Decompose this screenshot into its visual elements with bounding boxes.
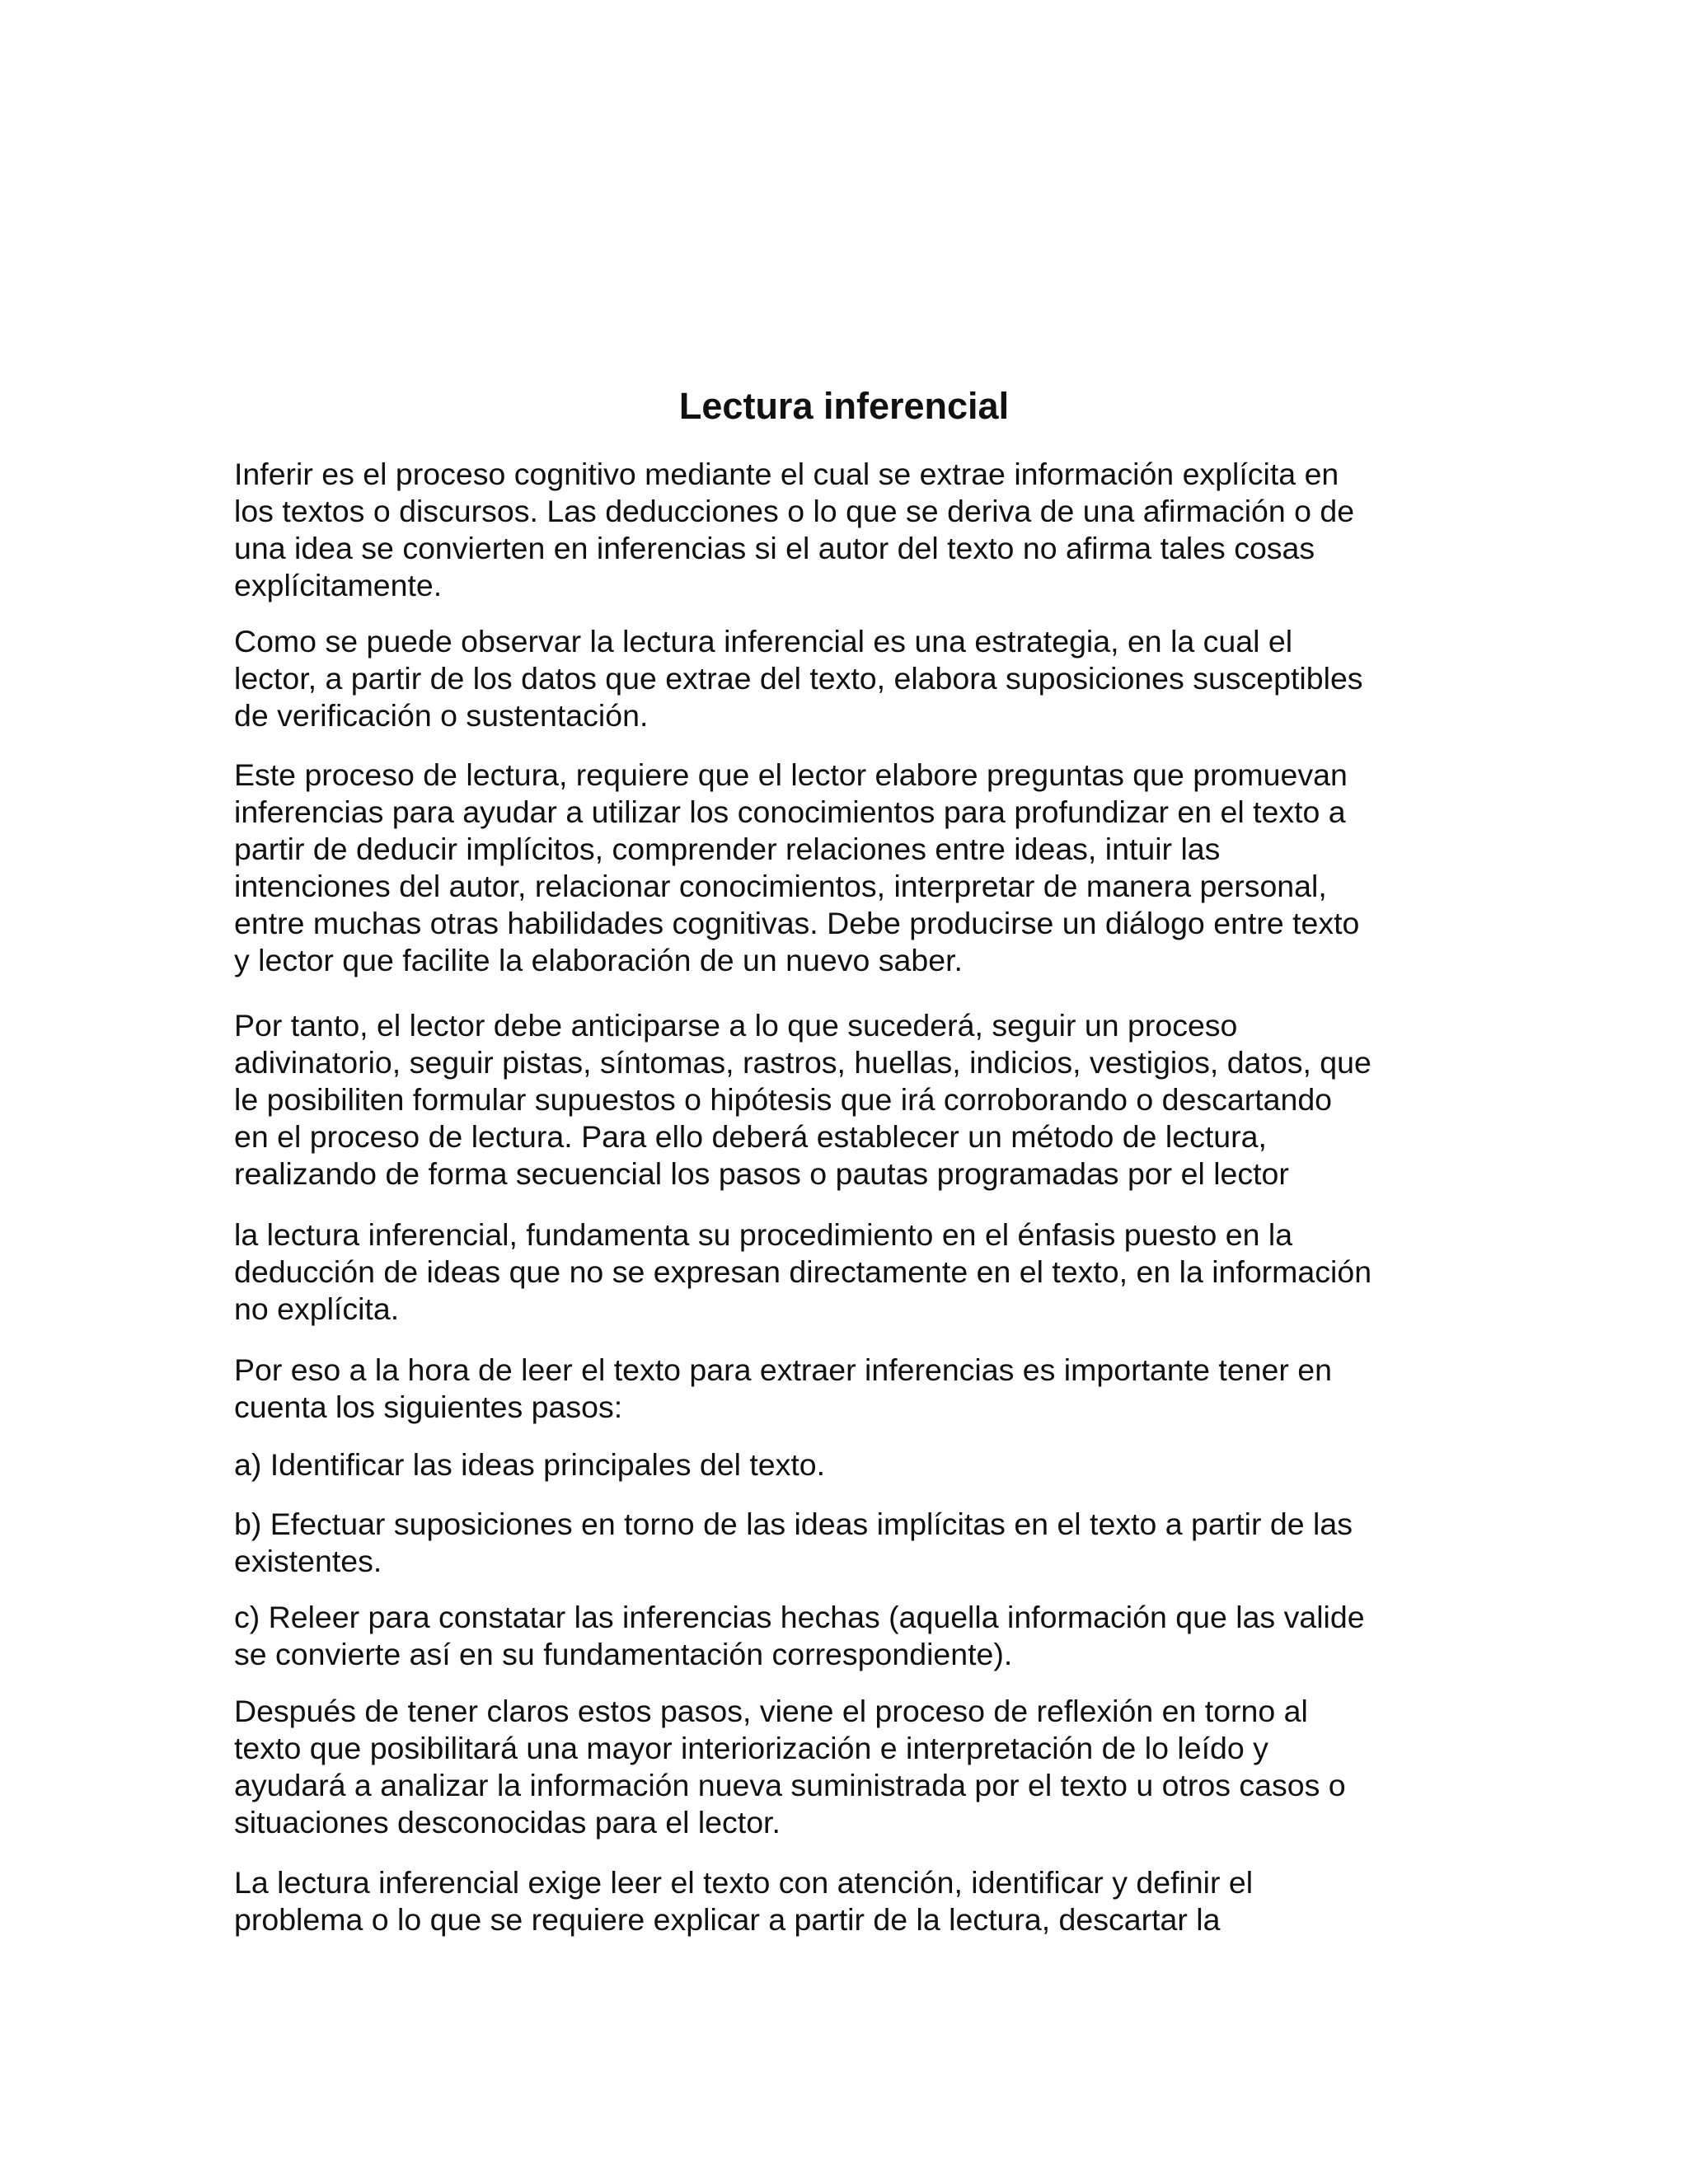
text-line: y lector que facilite la elaboración de un nuevo saber. <box>234 943 963 977</box>
text-line: deducción de ideas que no se expresan directamente en el texto, en la información <box>234 1254 1372 1289</box>
text-line: cuenta los siguientes pasos: <box>234 1390 623 1424</box>
text-line: Este proceso de lectura, requiere que el lector elabore preguntas que promuevan <box>234 757 1348 792</box>
text-line: lector, a partir de los datos que extrae del texto, elabora suposiciones susceptibles <box>234 661 1363 696</box>
text-line: La lectura inferencial exige leer el texto con atención, identificar y definir el <box>234 1865 1254 1900</box>
text-line: Después de tener claros estos pasos, viene el proceso de reflexión en torno al <box>234 1694 1308 1728</box>
text-line: una idea se convierten en inferencias si el autor del texto no afirma tales cosas <box>234 531 1315 565</box>
text-line: Por tanto, el lector debe anticiparse a lo que sucederá, seguir un proceso <box>234 1008 1238 1043</box>
paragraph-1 <box>234 456 1454 604</box>
text-line: c) Releer para constatar las inferencias hechas (aquella información que las valide <box>234 1600 1365 1634</box>
paragraph-2 <box>234 623 1454 734</box>
text-line: inferencias para ayudar a utilizar los conocimientos para profundizar en el texto a <box>234 794 1346 829</box>
text-line: b) Efectuar suposiciones en torno de las ideas implícitas en el texto a partir de las <box>234 1507 1353 1541</box>
text-line: existentes. <box>234 1544 382 1578</box>
list-item-b <box>234 1506 1454 1580</box>
text-line: a) Identificar las ideas principales del texto. <box>234 1447 826 1482</box>
text-line: de verificación o sustentación. <box>234 698 649 733</box>
text-line: la lectura inferencial, fundamenta su procedimiento en el énfasis puesto en la <box>234 1217 1293 1252</box>
paragraph-5 <box>234 1216 1454 1328</box>
text-line: le posibiliten formular supuestos o hipótesis que irá corroborando o descartando <box>234 1082 1333 1117</box>
text-line: ayudará a analizar la información nueva suministrada por el texto u otros casos o <box>234 1768 1346 1802</box>
text-line: no explícita. <box>234 1291 400 1326</box>
text-line: Como se puede observar la lectura inferencial es una estrategia, en la cual el <box>234 624 1293 658</box>
paragraph-7 <box>234 1693 1454 1841</box>
text-line: situaciones desconocidas para el lector. <box>234 1805 781 1840</box>
text-line: texto que posibilitará una mayor interiorización e interpretación de lo leído y <box>234 1731 1268 1765</box>
text-line: explícitamente. <box>234 568 443 602</box>
text-line: Inferir es el proceso cognitivo mediante el cual se extrae información explícita en <box>234 457 1339 491</box>
paragraph-6 <box>234 1352 1454 1426</box>
text-line: partir de deducir implícitos, comprender relaciones entre ideas, intuir las <box>234 832 1221 866</box>
text-line: entre muchas otras habilidades cognitivas. Debe producirse un diálogo entre texto <box>234 906 1360 940</box>
paragraph-4 <box>234 1007 1454 1193</box>
paragraph-8 <box>234 1864 1454 1938</box>
list-item-c <box>234 1599 1454 1673</box>
text-line: los textos o discursos. Las deducciones o lo que se deriva de una afirmación o de <box>234 494 1355 528</box>
list-item-a <box>234 1446 1454 1483</box>
text-line: realizando de forma secuencial los pasos o pautas programadas por el lector <box>234 1156 1289 1191</box>
text-line: adivinatorio, seguir pistas, síntomas, rastros, huellas, indicios, vestigios, datos, que <box>234 1045 1372 1080</box>
paragraph-3 <box>234 757 1454 979</box>
text-line: en el proceso de lectura. Para ello deberá establecer un método de lectura, <box>234 1119 1267 1154</box>
text-line: se convierte así en su fundamentación correspondiente). <box>234 1637 1013 1671</box>
page-title: Lectura inferencial <box>678 385 1010 427</box>
text-line: Por eso a la hora de leer el texto para extraer inferencias es importante tener en <box>234 1352 1333 1387</box>
text-line: intenciones del autor, relacionar conocimientos, interpretar de manera personal, <box>234 869 1327 903</box>
text-line: problema o lo que se requiere explicar a partir de la lectura, descartar la <box>234 1902 1221 1937</box>
